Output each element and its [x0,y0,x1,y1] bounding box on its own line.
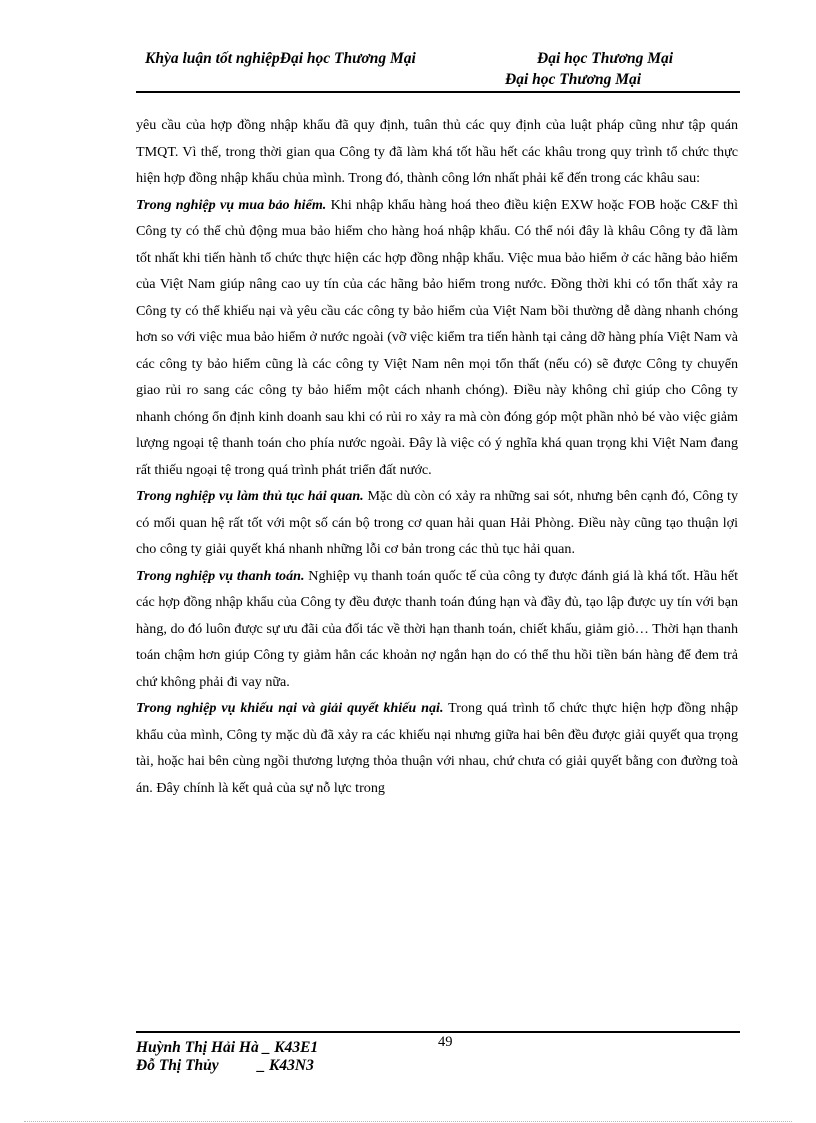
paragraph-customs-text: Mặc dù còn có xảy ra những sai sót, nhưng bên cạnh đó, Công ty có mối quan hệ rất tốt với một số cán bộ trong cơ quan hải quan Hải Phòng. Điều này cũng tạo thuận lợi cho công ty giải quyết khá nhanh những lỗi cơ bản trong các thủ tục hải quan. [136,488,739,557]
footer-author-2: Đỗ Thị Thủy _ K43N3 [136,1057,314,1074]
section-lead-insurance: Trong nghiệp vụ mua bảo hiểm. [136,196,327,213]
paragraph-payment [136,563,738,696]
document-body [136,112,738,801]
page-number: 49 [438,1034,453,1050]
paragraph-insurance-text: Khi nhập khẩu hàng hoá theo điều kiện EXW hoặc FOB hoặc C&F thì Công ty có thể chủ động mua bảo hiểm cho hàng hoá nhập khẩu. Có thể nói đây là khâu Công ty đã làm tốt nhất khi tiến hành tổ chức thực hiện các hợp đồng nhập khẩu. Việc mua bảo hiểm ở các hãng bảo hiểm của Việt Nam giúp nâng cao uy tín của các hãng bảo hiểm trong nước. Đồng thời khi có tổn thất xảy ra Công ty có thể khiếu nại và yêu cầu các công ty bảo hiểm của Việt Nam bồi thường dễ dàng nhanh chóng hơn so với việc mua bảo hiểm ở nước ngoài (vỡ việc kiểm tra tiến hành tại cảng dỡ hàng phía Việt Nam và các công ty bảo hiểm cũng là các công ty Việt Nam nên mọi tổn thất (nếu có) sẽ được Công ty chuyển giao rủi ro sang các công ty bảo hiểm một cách nhanh chóng). Điều này không chỉ giúp cho Công ty nhanh chóng ổn định kinh doanh sau khi có rủi ro xảy ra mà còn đóng góp một phần nhỏ bé vào việc giảm lượng ngoại tệ thanh toán cho phía nước ngoài. Đây là việc có ý nghĩa khá quan trọng khi Việt Nam đang rất thiếu ngoại tệ trong quá trình phát triển đất nước. [136,196,738,478]
header-title-right-second: Đại học Thương Mại [505,71,642,88]
section-lead-claims: Trong nghiệp vụ khiếu nại và giải quyết khiếu nại. [136,700,444,716]
section-lead-customs: Trong nghiệp vụ làm thủ tục hải quan. [136,488,364,504]
paragraph-claims [136,695,738,801]
header-rule [136,91,740,93]
paragraph-payment-text: Nghiệp vụ thanh toán quốc tế của công ty được đánh giá là khá tốt. Hầu hết các hợp đồng nhập khẩu của Công ty đều được thanh toán đúng hạn và đầy đủ, tạo lập được uy tín với bạn hàng, do đó luôn được sự ưu đãi của đối tác về thời hạn thanh toán, chiết khấu, giảm giỏ… Thời hạn thanh toán chậm hơn giúp Công ty giảm hẳn các khoản nợ ngắn hạn do có thể thu hồi tiền bán hàng để đem trả chứ không phải đi vay nữa. [136,567,738,690]
paragraph-customs [136,483,738,563]
header-title-left: Khỳa luận tốt nghiệpĐại học Thương Mại [145,50,416,67]
footer-rule [136,1031,740,1033]
header-title-right: Đại học Thương Mại [537,50,674,67]
section-lead-payment: Trong nghiệp vụ thanh toán. [136,567,305,584]
page-edge-divider [24,1121,792,1122]
paragraph-intro: yêu cầu của hợp đồng nhập khẩu đã quy định, tuân thủ các quy định của luật pháp cũng như tập quán TMQT. Vì thế, trong thời gian qua Công ty đã làm khá tốt hầu hết các khâu trong quy trình tổ chức thực hiện hợp đồng nhập khẩu chủa mình. Trong đó, thành công lớn nhất phải kể đến trong các khâu sau: [136,117,738,186]
footer-author-1: Huỳnh Thị Hải Hà _ K43E1 [136,1039,319,1056]
paragraph-insurance [136,192,738,484]
paragraph-claims-text: Trong quá trình tổ chức thực hiện hợp đồng nhập khẩu của mình, Công ty mặc dù đã xảy ra các khiếu nại nhưng giữa hai bên đều được giải quyết qua trọng tài, hoặc hai bên cùng ngồi thương lượng thỏa thuận với nhau, chứ chưa có giải quyết bằng con đường toà án. Đây chính là kết quả của sự nỗ lực trong [136,700,738,796]
